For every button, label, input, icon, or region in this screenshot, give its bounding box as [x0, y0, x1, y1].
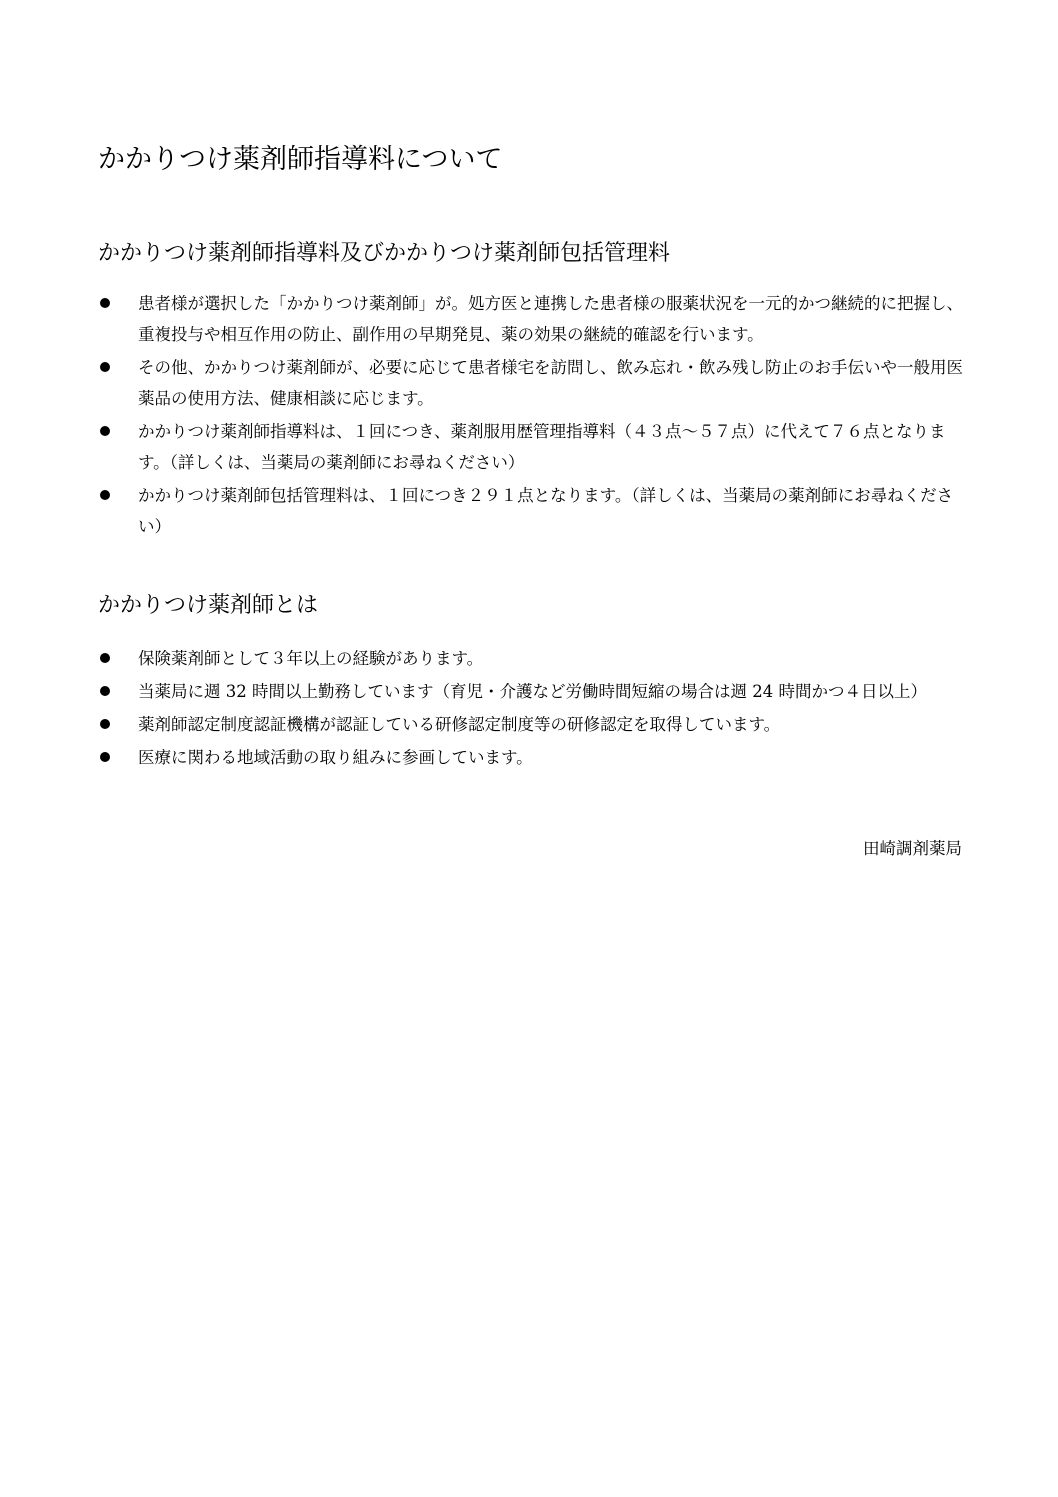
bullet-icon: [100, 298, 110, 308]
list-item: [98, 709, 968, 740]
list-item: [98, 676, 968, 707]
bullet-icon: [100, 362, 110, 372]
list-item-text: かかりつけ薬剤師包括管理料は、１回につき２９１点となります。（詳しくは、当薬局の薬剤師にお尋ねください）: [138, 486, 954, 536]
list-item: [98, 352, 968, 414]
list-item: [98, 643, 968, 674]
list-item-text: その他、かかりつけ薬剤師が、必要に応じて患者様宅を訪問し、飲み忘れ・飲み残し防止のお手伝いや一般用医薬品の使用方法、健康相談に応じます。: [138, 358, 963, 408]
definition-bullet-list: [98, 643, 968, 775]
bullet-icon: [100, 719, 110, 729]
bullet-icon: [100, 686, 110, 696]
list-item-text: 患者様が選択した「かかりつけ薬剤師」が。処方医と連携した患者様の服薬状況を一元的かつ継続的に把握し、重複投与や相互作用の防止、副作用の早期発見、薬の効果の継続的確認を行います。: [138, 294, 963, 344]
list-item-text: 当薬局に週 32 時間以上勤務しています（育児・介護など労働時間短縮の場合は週 24 時間かつ４日以上）: [138, 682, 927, 701]
list-item-text: 薬剤師認定制度認証機構が認証している研修認定制度等の研修認定を取得しています。: [138, 715, 781, 734]
list-item: [98, 288, 968, 350]
section-heading-definition: かかりつけ薬剤師とは: [98, 593, 319, 618]
bullet-icon: [100, 426, 110, 436]
page-title: かかりつけ薬剤師指導料について: [98, 144, 503, 175]
list-item-text: 医療に関わる地域活動の取り組みに参画しています。: [138, 748, 533, 767]
bullet-icon: [100, 653, 110, 663]
list-item-text: 保険薬剤師として３年以上の経験があります。: [138, 649, 484, 668]
bullet-icon: [100, 490, 110, 500]
bullet-icon: [100, 752, 110, 762]
list-item-text: かかりつけ薬剤師指導料は、１回につき、薬剤服用歴管理指導料（４３点～５７点）に代えて７６点となります。（詳しくは、当薬局の薬剤師にお尋ねください）: [138, 422, 946, 472]
list-item: [98, 480, 968, 542]
list-item: [98, 416, 968, 478]
list-item: [98, 742, 968, 773]
pharmacy-signature: 田崎調剤薬局: [863, 839, 962, 858]
fee-bullet-list: [98, 288, 968, 544]
section-heading-fees: かかりつけ薬剤師指導料及びかかりつけ薬剤師包括管理料: [98, 241, 671, 266]
